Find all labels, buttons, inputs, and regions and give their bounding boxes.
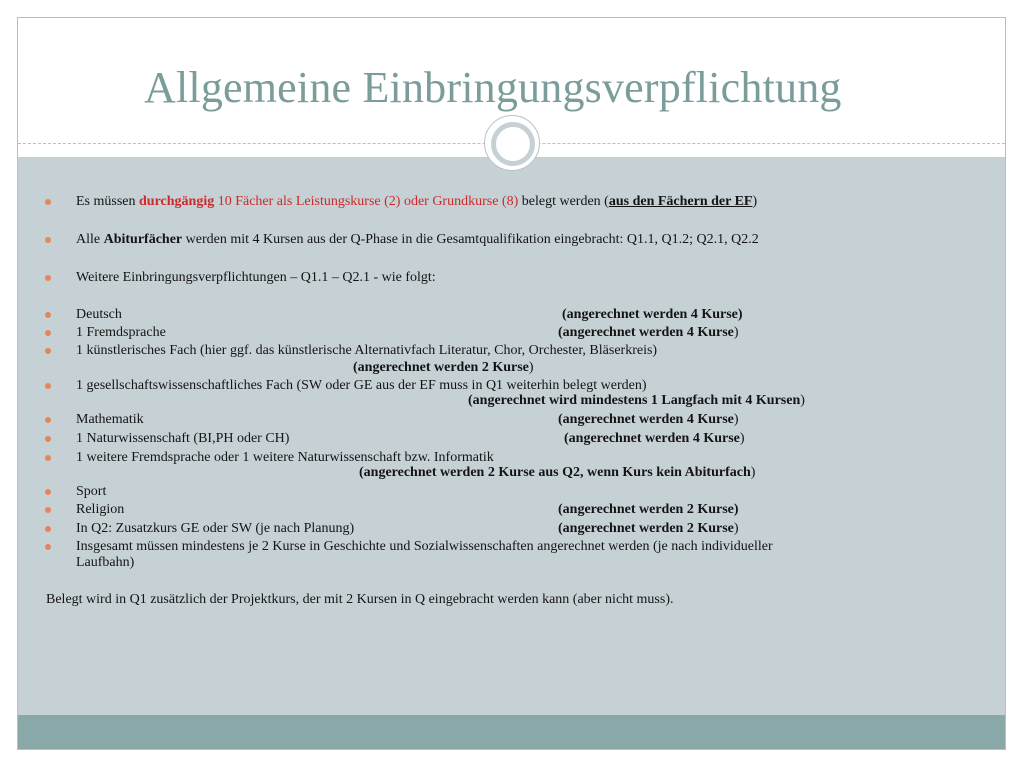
note-text: (angerechnet werden 4 Kurse [558,412,734,427]
bullet-item-deutsch: Deutsch [76,307,122,322]
note-weitere-fach [359,464,755,481]
emphasis-aus-ef: aus den Fächern der EF [608,194,753,209]
note-religion: (angerechnet werden 2 Kurse) [558,502,739,517]
note-close: ) [733,521,739,536]
bullet-item-fremdsprache: 1 Fremdsprache [76,325,166,340]
bullet-item-gesellschaft: 1 gesellschaftswissenschaftliches Fach (SW oder GE aus der EF muss in Q1 weiterhin belegt werden) [76,378,647,393]
note-gesellschaft [468,392,805,409]
content-area [18,157,1005,717]
note-fremdsprache [558,324,739,341]
text-segment: ) [752,194,758,209]
note-kunst [353,359,534,376]
bullet-item-weitere-verpflichtungen: Weitere Einbringungsverpflichtungen – Q1.1 – Q2.1 - wie folgt: [76,270,436,285]
bullet-item-sport: Sport [76,484,107,499]
note-close: ) [733,412,739,427]
emphasis-durchgaengig: durchgängig [139,194,215,209]
note-close: ) [750,465,756,480]
note-mathematik [558,411,739,428]
note-naturwissenschaft [564,430,745,447]
text-segment: Es müssen [76,194,139,209]
emphasis-abiturfaecher: Abiturfächer [103,232,183,247]
note-close: ) [733,325,739,340]
note-zusatzkurs [558,520,739,537]
text-segment: werden mit 4 Kursen aus der Q-Phase in die Gesamtqualifikation eingebracht: Q1.1, Q1.2; Q2.1, Q2.2 [182,232,759,247]
note-text: (angerechnet werden 2 Kurse aus Q2, wenn Kurs kein Abiturfach [359,465,751,480]
note-text: (angerechnet werden 2 Kurse [353,360,529,375]
note-text: (angerechnet werden 2 Kurse [558,521,734,536]
note-deutsch: (angerechnet werden 4 Kurse) [562,307,743,322]
note-text: (angerechnet werden 4 Kurse [558,325,734,340]
bullet-item-kunst: 1 künstlerisches Fach (hier ggf. das künstlerische Alternativfach Literatur, Chor, Orchester, Bläserkreis) [76,343,658,358]
bullet-item-zusatzkurs: In Q2: Zusatzkurs GE oder SW (je nach Planung) [76,521,355,536]
note-close: ) [739,431,745,446]
note-text: (angerechnet werden 4 Kurse [564,431,740,446]
bullet-item-faecher [76,193,757,210]
footer-bar [18,715,1005,749]
bullet-item-insgesamt: Insgesamt müssen mindestens je 2 Kurse in Geschichte und Sozialwissenschaften angerechnet werden (je nach individueller [76,539,773,554]
bullet-item-naturwissenschaft: 1 Naturwissenschaft (BI,PH oder CH) [76,431,290,446]
ring-circle-icon [484,115,540,171]
slide [17,17,1006,750]
bullet-item-mathematik: Mathematik [76,412,144,427]
note-close: ) [528,360,534,375]
slide-title: Allgemeine Einbringungsverpflichtung [144,63,842,112]
bullet-item-religion: Religion [76,502,125,517]
emphasis-faecher-count: 10 Fächer als Leistungskurse (2) oder Grundkurse (8) [214,194,519,209]
note-text: (angerechnet wird mindestens 1 Langfach mit 4 Kursen [468,393,801,408]
text-segment: Alle [76,232,104,247]
bullet-item-weitere-fach: 1 weitere Fremdsprache oder 1 weitere Naturwissenschaft bzw. Informatik [76,450,494,465]
note-close: ) [800,393,805,408]
bullet-item-insgesamt-continued: Laufbahn) [76,555,135,570]
text-segment: belegt werden ( [518,194,609,209]
closing-paragraph: Belegt wird in Q1 zusätzlich der Projektkurs, der mit 2 Kursen in Q eingebracht werden kann (aber nicht muss). [46,592,674,607]
bullet-item-abiturfaecher [76,231,759,248]
